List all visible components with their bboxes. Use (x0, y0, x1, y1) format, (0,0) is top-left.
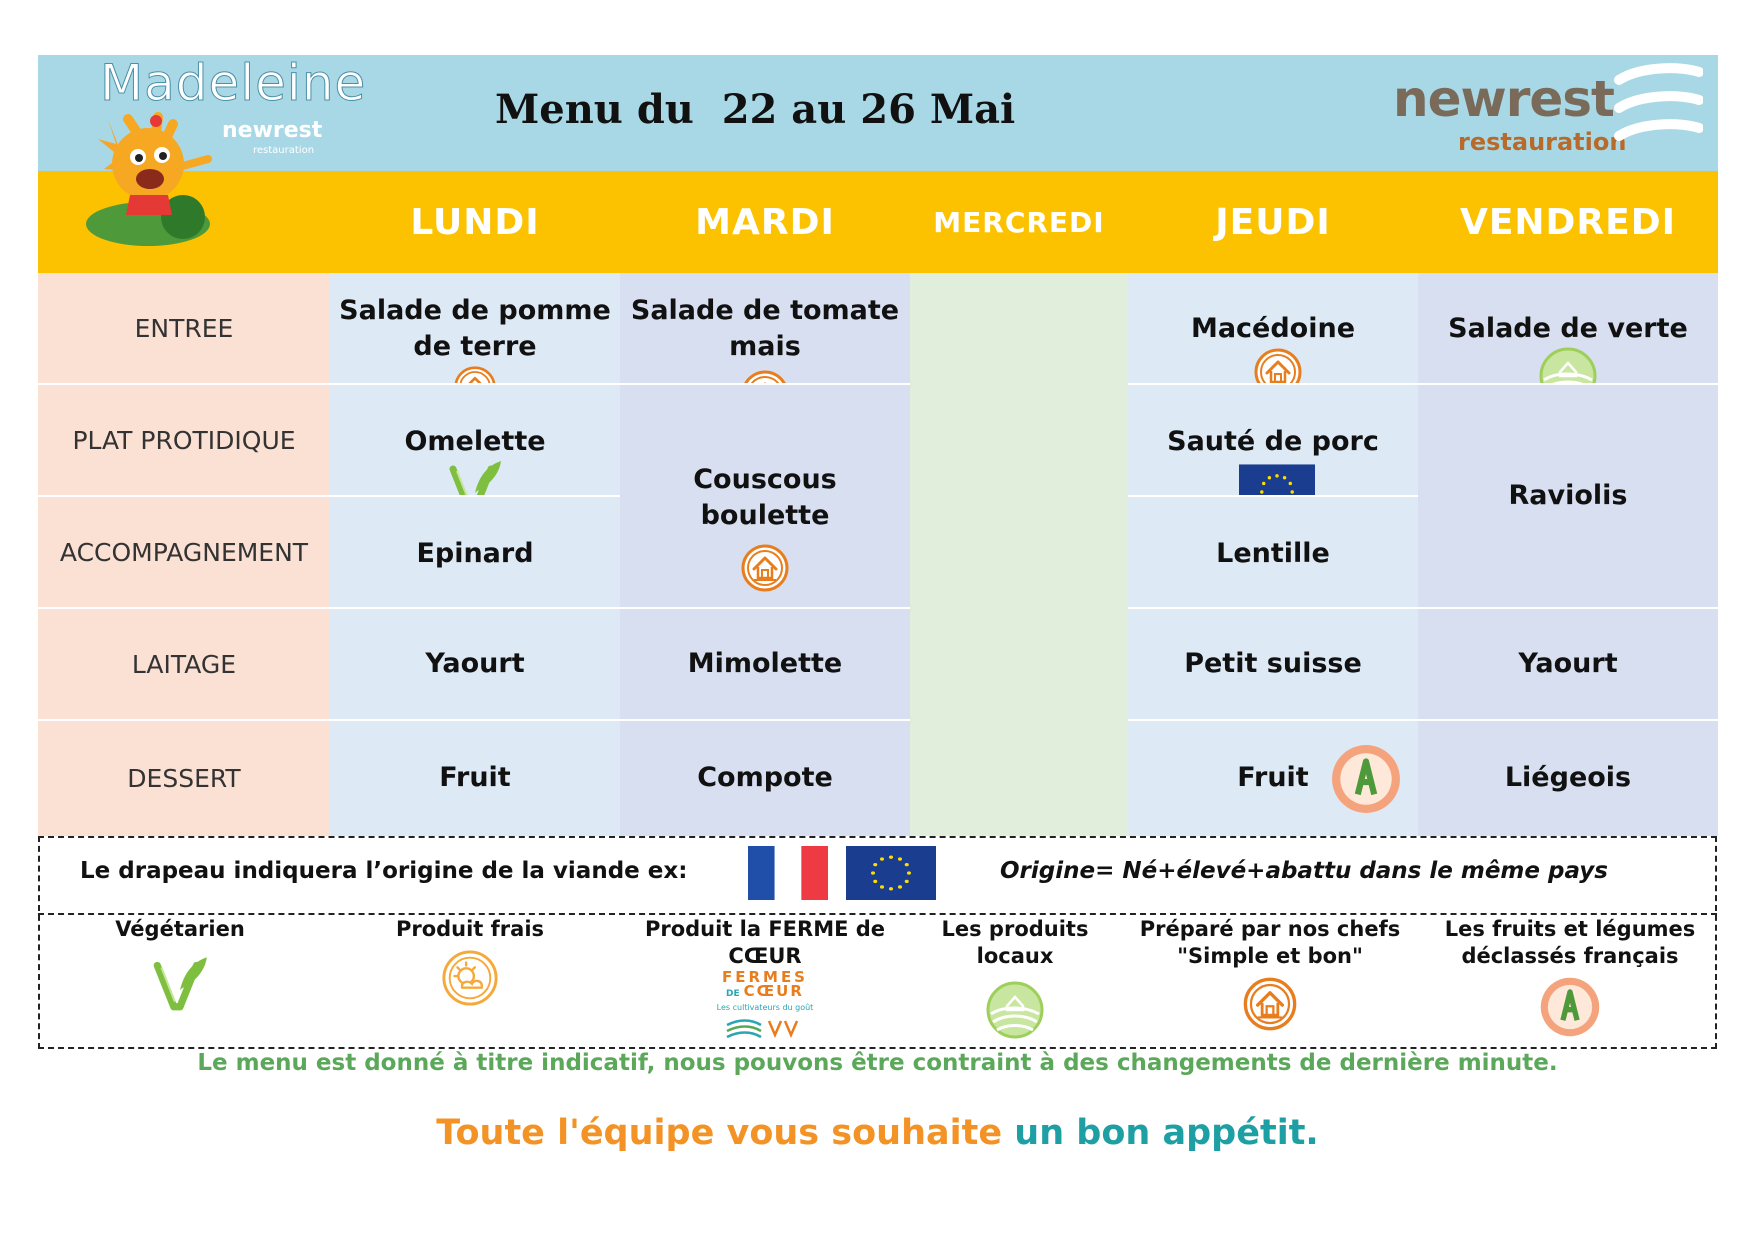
france-flag-icon (748, 846, 828, 900)
row-label-plat: PLAT PROTIDIQUE (38, 384, 330, 496)
declassed-produce-icon (1330, 743, 1402, 815)
day-header-lundi: LUNDI (410, 201, 540, 243)
legend-item-fruits-declasses (1430, 912, 1710, 1038)
jeudi-entree: Macédoine (1190, 313, 1356, 344)
vegetarian-icon (149, 951, 211, 1013)
local-products-icon (985, 980, 1045, 1040)
legend-label: Végétarien (115, 917, 245, 941)
fermes-field-icon (725, 1015, 805, 1041)
row-separator (1128, 607, 1718, 609)
mardi-plat: Couscous boulette (693, 464, 837, 531)
vendredi-plat: Raviolis (1418, 384, 1718, 608)
legend-item-fermes-de-coeur (640, 912, 890, 1041)
row-separator (38, 719, 910, 721)
homemade-icon (740, 543, 790, 593)
lundi-accompagnement: Epinard (416, 538, 534, 569)
disclaimer: Le menu est donné à titre indicatif, nous pouvons être contraint à des changements de dernière minute. (197, 1050, 1558, 1076)
row-separator (38, 383, 910, 385)
legend-label: Les fruits et légumes déclassés français (1444, 917, 1696, 968)
homemade-icon (1242, 976, 1298, 1032)
fermes-logo-line: CŒUR (743, 982, 804, 1000)
row-label-laitage: LAITAGE (38, 608, 330, 720)
legend-label: Préparé par nos chefs "Simple et bon" (1139, 917, 1401, 968)
closing-message-part1: Toute l'équipe vous souhaite (436, 1113, 1003, 1153)
declassed-produce-icon (1539, 976, 1601, 1038)
jeudi-laitage: Petit suisse (1128, 608, 1418, 720)
lundi-dessert: Fruit (330, 720, 620, 836)
day-header-jeudi: JEUDI (1215, 201, 1331, 243)
jeudi-plat: Sauté de porc (1167, 426, 1379, 457)
closing-message (0, 1113, 1755, 1153)
fermes-logo-line: FERMES (721, 968, 808, 986)
fermes-de-coeur-logo (717, 970, 814, 1041)
madeleine-logo (68, 54, 367, 264)
newrest-logo-text: newrest (1393, 70, 1614, 128)
flag-note: Le drapeau indiquera l’origine de la viande ex: (80, 858, 688, 884)
legend-label: Les produits locaux (941, 917, 1089, 968)
row-separator (1128, 383, 1718, 385)
legend-label: Produit frais (395, 917, 545, 941)
newrest-logo (1393, 60, 1713, 160)
fresh-product-icon (441, 949, 499, 1007)
madeleine-logo-text: Madeleine (100, 54, 367, 112)
lundi-plat: Omelette (404, 426, 546, 457)
row-label-dessert: DESSERT (38, 720, 330, 836)
mercredi-column (910, 273, 1128, 836)
day-header-vendredi: VENDREDI (1459, 201, 1677, 243)
vendredi-laitage: Yaourt (1418, 608, 1718, 720)
row-label-entree: ENTREE (38, 273, 330, 384)
row-separator (38, 495, 620, 497)
legend-item-prepare-par-nos-chefs (1135, 912, 1405, 1032)
vendredi-dessert: Liégeois (1418, 720, 1718, 836)
lundi-entree: Salade de pomme de terre (339, 295, 611, 362)
mardi-laitage: Mimolette (620, 608, 910, 720)
mascot-character-icon (68, 99, 228, 249)
fermes-logo-line: Les cultivateurs du goût (716, 1003, 814, 1012)
newrest-logo-sub: restauration (1458, 128, 1627, 156)
fermes-logo-line: DE (726, 989, 740, 999)
day-header-mercredi: MERCREDI (933, 205, 1105, 239)
page-title: Menu du 22 au 26 Mai (495, 86, 1016, 133)
vendredi-entree: Salade de verte (1448, 313, 1688, 344)
jeudi-accompagnement: Lentille (1216, 538, 1330, 569)
legend-item-vegetarien (80, 912, 280, 1013)
closing-message-part2: un bon appétit. (1014, 1113, 1319, 1153)
jeudi-dessert: Fruit (1237, 762, 1309, 793)
day-header-mardi: MARDI (695, 201, 835, 243)
legend-item-produit-frais (370, 912, 570, 1007)
legend-item-produits-locaux (920, 912, 1110, 1040)
row-separator (1128, 719, 1718, 721)
origin-note: Origine= Né+élevé+abattu dans le même pays (1000, 858, 1608, 884)
row-separator (38, 607, 910, 609)
mardi-entree: Salade de tomate mais (630, 295, 900, 362)
madeleine-brand-sub: restauration (253, 145, 315, 156)
eu-flag-icon (846, 846, 936, 900)
madeleine-brand-text: newrest (222, 118, 323, 143)
lundi-laitage: Yaourt (330, 608, 620, 720)
legend-label: Produit la FERME de CŒUR (644, 917, 886, 968)
row-label-accompagnement: ACCOMPAGNEMENT (38, 496, 330, 608)
row-separator (1128, 495, 1418, 497)
newrest-wave-icon (1611, 62, 1703, 154)
mardi-dessert: Compote (620, 720, 910, 836)
